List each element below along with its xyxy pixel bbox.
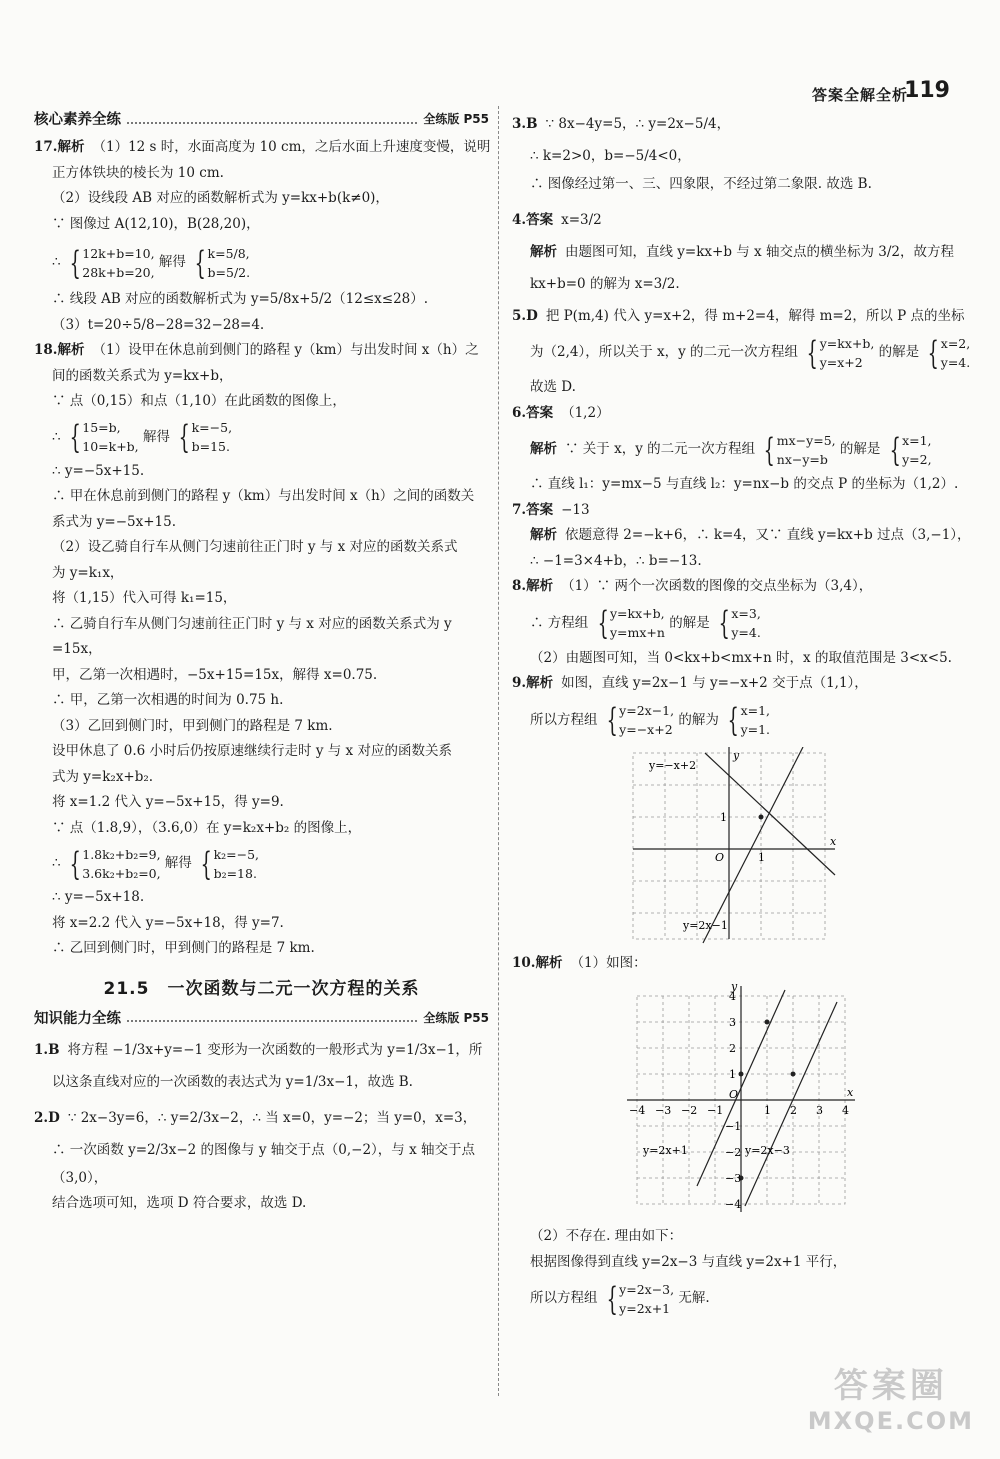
right-column <box>512 108 971 1321</box>
left-column <box>34 108 489 1217</box>
svg-text:y: y <box>730 980 737 993</box>
q1: 1.B 将方程 −1/3x+y=−1 变形为一次函数的一般形式为 y=1/3x−1，所 以这条直线对应的一次函数的表达式为 y=1/3x−1，故选 B. <box>34 1041 483 1090</box>
svg-text:O: O <box>714 850 724 864</box>
q10: 10.解析 （1）如图： <box>512 954 647 971</box>
svg-text:3: 3 <box>815 1104 823 1117</box>
line-2x-minus-1 <box>703 747 803 943</box>
svg-text:−4: −4 <box>628 1104 645 1117</box>
svg-text:O: O <box>728 1088 738 1101</box>
svg-text:3: 3 <box>728 1016 736 1029</box>
q2: 2.D ∵ 2x−3y=6，∴ y=2/3x−2，∴ 当 x=0，y=−2；当 y=0，x=3， ∴ 一次函数 y=2/3x−2 的图像与 y 轴交于点（0,−2），与 x 轴交于点 （3,0）， 结合选项可知，选项 D 符合要求，故选 D. <box>34 1109 477 1211</box>
svg-text:−3: −3 <box>724 1172 741 1185</box>
point-1-3 <box>764 1020 769 1025</box>
svg-text:4: 4 <box>728 990 736 1003</box>
svg-text:y=−x+2: y=−x+2 <box>648 758 696 772</box>
q5: 5.D 把 P(m,4) 代入 y=x+2，得 m+2=4，解得 m=2，所以 P 点的坐标 为（2,4），所以关于 x，y 的二元一次方程组 { y=kx+b, y=x+2 的解是 { x=2, y=4. 故选 D. <box>512 307 971 395</box>
q3: 3.B ∵ 8x−4y=5，∴ y=2x−5/4， ∴ k=2>0，b=−5/4<0， ∴ 图像经过第一、三、四象限，不经过第二象限. 故选 B. <box>512 116 872 192</box>
q8: 8.解析 （1）∵ 两个一次函数的图像的交点坐标为（3,4）， ∴ 方程组 { y=kx+b, y=mx+n 的解是 { x=3, y=4. （2）由题图可知，当 0<kx+b<mx+n 时，x 的取值范围是 3<x<5. <box>512 578 952 666</box>
svg-text:1: 1 <box>728 1068 736 1081</box>
q6: 6.答案 （1,2） 解析 ∵ 关于 x，y 的二元一次方程组 { mx−y=5, nx−y=b 的解是 { x=1, y=2, ∴ 直线 l₁：y=mx−5 与直线 l₂：y=nx−b 的交点 P 的坐标为（1,2）. <box>512 404 959 492</box>
q10-part2: （2）不存在. 理由如下： 根据图像得到直线 y=2x−3 与直线 y=2x+1 平行， 所以方程组 { y=2x−3, y=2x+1 无解. <box>530 1228 847 1318</box>
svg-text:−3: −3 <box>654 1104 671 1117</box>
watermark: 答案圈 MXQE.COM <box>807 1366 974 1435</box>
svg-text:x: x <box>829 834 836 848</box>
svg-text:−1: −1 <box>706 1104 723 1117</box>
svg-text:1: 1 <box>719 810 727 824</box>
svg-text:2: 2 <box>728 1042 736 1055</box>
section-heading-core: 核心素养全练 全练版 P55 <box>34 111 489 128</box>
svg-text:y=2x−3: y=2x−3 <box>744 1144 790 1157</box>
svg-text:y=2x+1: y=2x+1 <box>642 1144 688 1157</box>
svg-text:x: x <box>846 1086 853 1099</box>
q4: 4.答案 x=3/2 解析 由题图可知，直线 y=kx+b 与 x 轴交点的横坐标为 3/2，故方程 kx+b=0 的解为 x=3/2. <box>512 211 954 292</box>
section-title-21-5: 21.5 一次函数与二元一次方程的关系 <box>103 978 420 999</box>
svg-text:y=2x−1: y=2x−1 <box>682 918 728 932</box>
svg-text:2: 2 <box>789 1104 797 1117</box>
page-number: 119 <box>904 78 950 103</box>
graph-q10 <box>615 980 865 1220</box>
q7: 7.答案 −13 解析 依题意得 2=−k+6，∴ k=4，又∵ 直线 y=kx+b 过点（3,−1）， ∴ −1=3×4+b，∴ b=−13. <box>512 501 971 569</box>
svg-text:−2: −2 <box>724 1146 741 1159</box>
svg-text:−4: −4 <box>724 1198 741 1211</box>
q18: 18.解析 （1）设甲在休息前到侧门的路程 y（km）与出发时间 x（h）之 间的函数关系式为 y=kx+b， ∵ 点（0,15）和点（1,10）在此函数的图像上， ∴ { 15=b, 10=k+b, 解得 { k=−5, b=15. ∴ y=−5x+15. ∴ 甲在休息前到侧门的路程 y（km）与出发时间 x（h）之间的函数关 系式为 y=−5x+15. （2）设乙骑自行车从侧门匀速前往正门时 y 与 x 对应的函数关系式 为 y=k₁x， 将（1,15）代入可得 k₁=15， ∴ 乙骑自行车从侧门匀速前往正门时 y 与 x 对应的函数关系式为 y =15x， 甲，乙第一次相遇时，−5x+15=15x，解得 x=0.75. ∴ 甲，乙第一次相遇的时间为 0.75 h. （3）乙回到侧门时，甲到侧门的路程是 7 km. 设甲休息了 0.6 小时后仍按原速继续行走时 y 与 x 对应的函数关系 式为 y=k₂x+b₂. 将 x=1.2 代入 y=−5x+15，得 y=9. ∵ 点（1.8,9），（3.6,0）在 y=k₂x+b₂ 的图像上， ∴ { 1.8k₂+b₂=9, 3.6k₂+b₂=0, 解得 { k₂=−5, b₂=18. ∴ y=−5x+18. 将 x=2.2 代入 y=−5x+18，得 y=7. ∴ 乙回到侧门时，甲到侧门的路程是 7 km. <box>34 342 479 956</box>
point-0-1 <box>738 1072 743 1077</box>
q17: 17.解析 （1）12 s 时，水面高度为 10 cm，之后水面上升速度变慢，说明 正方体铁块的棱长为 10 cm. （2）设线段 AB 对应的函数解析式为 y=kx+b(k≠0)， ∵ 图像过 A(12,10)，B(28,20)， ∴ { 12k+b=10, 28k+b=20, 解得 { k=5/8, b=5/2. ∴ 线段 AB 对应的函数解析式为 y=5/8x+5/2（12≤x≤28）. （3）t=20÷5/8−28=32−28=4. <box>34 139 491 333</box>
point-2-1 <box>790 1072 795 1077</box>
svg-text:y: y <box>732 748 739 762</box>
section-heading-knowledge: 知识能力全练 全练版 P55 <box>34 1009 489 1027</box>
svg-text:−1: −1 <box>724 1120 741 1133</box>
column-divider <box>498 106 499 1396</box>
svg-text:−2: −2 <box>680 1104 697 1117</box>
graph-q9 <box>625 747 855 947</box>
header-title: 答案全解全析 <box>811 86 908 104</box>
intersection-point <box>758 814 763 819</box>
svg-text:1: 1 <box>763 1104 771 1117</box>
svg-text:4: 4 <box>841 1104 849 1117</box>
svg-text:1: 1 <box>757 850 765 864</box>
q9: 9.解析 如图，直线 y=2x−1 与 y=−x+2 交于点（1,1）， 所以方程组 { y=2x−1, y=−x+2 的解为 { x=1, y=1. <box>512 675 868 739</box>
